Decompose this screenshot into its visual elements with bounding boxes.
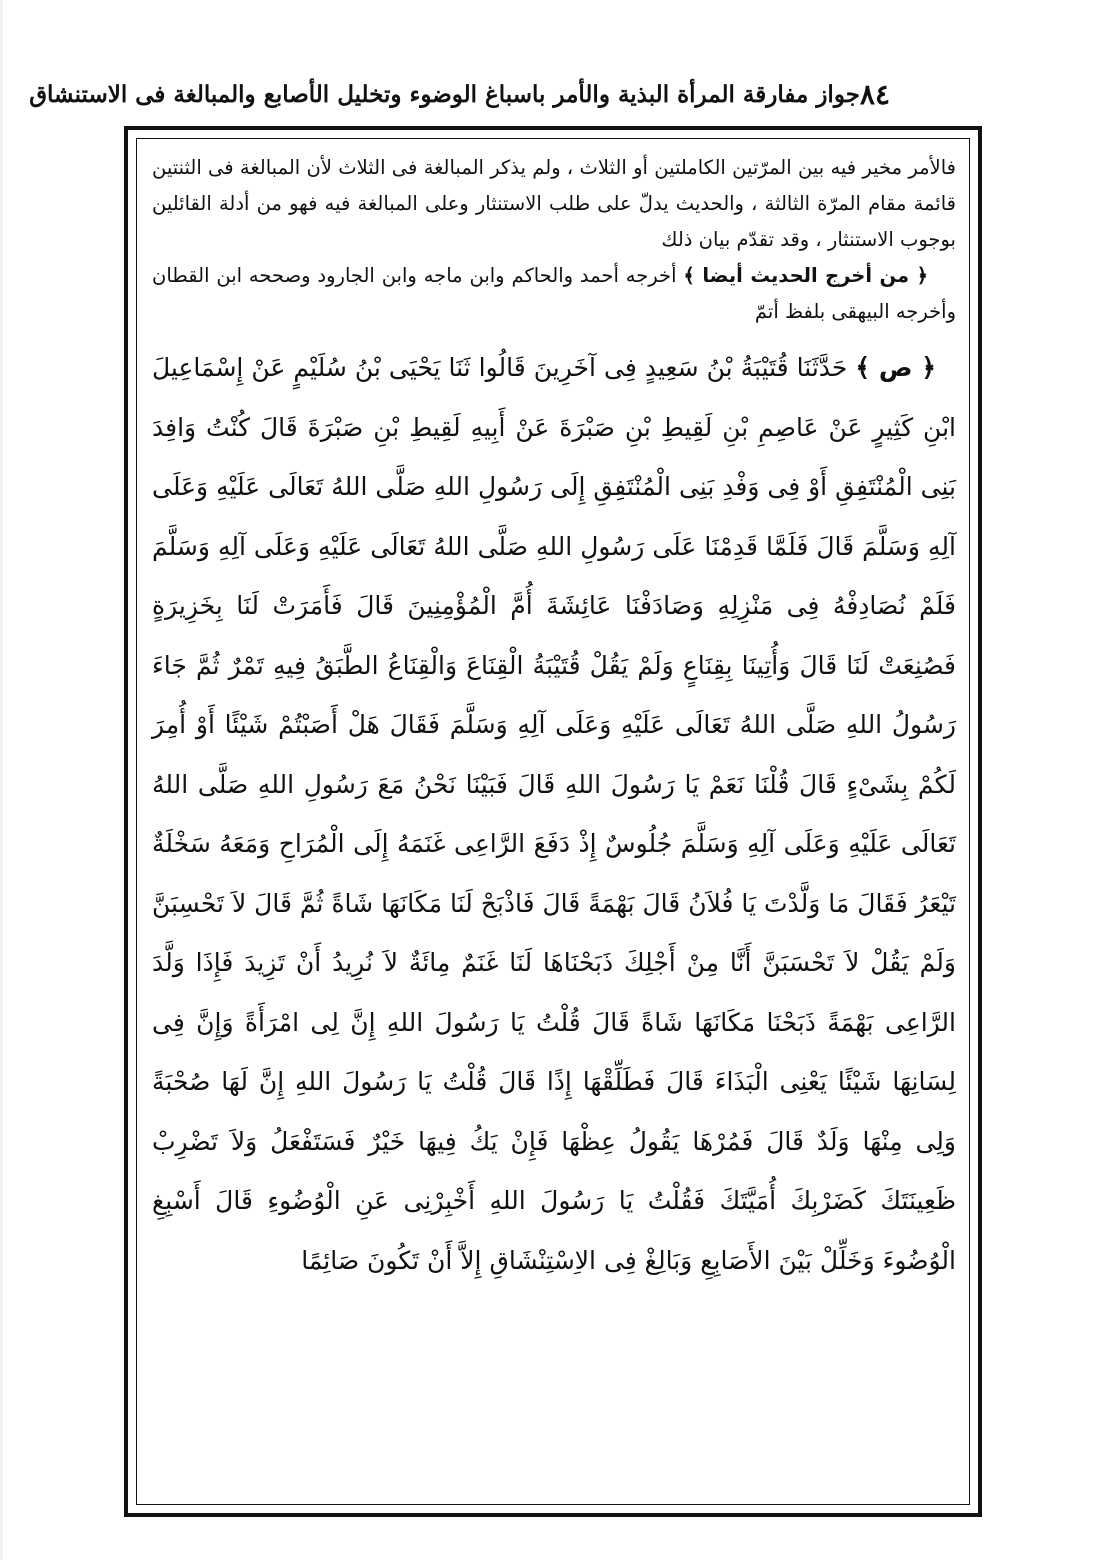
running-title: جواز مفارقة المرأة البذية والأمر باسباغ الوضوء وتخليل الأصابع والمبالغة فى الاستنشاق (29, 80, 860, 108)
commentary-sources-paragraph (152, 258, 956, 330)
page-edge (0, 0, 3, 1560)
page-number: ٨٤ (859, 77, 890, 111)
hadith-marker: ﴿ ص ﴾ (855, 353, 936, 382)
sources-text: أخرجه أحمد والحاكم وابن ماجه وابن الجارود وصححه ابن القطان وأخرجه البيهقى بلفظ أتمّ (152, 264, 956, 323)
page-header (29, 72, 890, 116)
hadith-text: حَدَّثَنَا قُتَيْبَةُ بْنُ سَعِيدٍ فِى آخَرِينَ قَالُوا ثَنَا يَحْيَى بْنُ سُلَيْمٍ عَنْ إِسْمَاعِيلَ ابْنِ كَثِيرٍ عَنْ عَاصِمِ بْنِ لَقِيطِ بْنِ صَبْرَةَ عَنْ أَبِيهِ لَقِيطِ بْنِ صَبْرَةَ قَالَ كُنْتُ وَافِدَ بَنِى الْمُنْتَفِقِ أَوْ فِى وَفْدِ بَنِى الْمُنْتَفِقِ إِلَى رَسُولِ اللهِ صَلَّى اللهُ تَعَالَى عَلَيْهِ وَعَلَى آلِهِ وَسَلَّمَ قَالَ فَلَمَّا قَدِمْنَا عَلَى رَسُولِ اللهِ صَلَّى اللهُ تَعَالَى عَلَيْهِ وَعَلَى آلِهِ وَسَلَّمَ فَلَمْ نُصَادِفْهُ فِى مَنْزِلِهِ وَصَادَفْنَا عَائِشَةَ أُمَّ الْمُؤْمِنِينَ قَالَ فَأَمَرَتْ لَنَا بِخَزِيرَةٍ فَصُنِعَتْ لَنَا قَالَ وَأُتِينَا بِقِنَاعٍ وَلَمْ يَقُلْ قُتَيْبَةُ الْقِنَاعَ وَالْقِنَاعُ الطَّبَقُ فِيهِ تَمْرٌ ثُمَّ جَاءَ رَسُولُ اللهِ صَلَّى اللهُ تَعَالَى عَلَيْهِ وَعَلَى آلِهِ وَسَلَّمَ فَقَالَ هَلْ أَصَبْتُمْ شَيْئًا أَوْ أُمِرَ لَكُمْ بِشَىْءٍ قَالَ قُلْنَا نَعَمْ يَا رَسُولَ اللهِ قَالَ فَبَيْنَا نَحْنُ مَعَ رَسُولِ اللهِ صَلَّى اللهُ تَعَالَى عَلَيْهِ وَعَلَى آلِهِ وَسَلَّمَ جُلُوسٌ إِذْ دَفَعَ الرَّاعِى غَنَمَهُ إِلَى الْمُرَاحِ وَمَعَهُ سَخْلَةٌ تَيْعَرُ فَقَالَ مَا وَلَّدْتَ يَا فُلاَنُ قَالَ بَهْمَةً قَالَ فَاذْبَحْ لَنَا مَكَانَهَا شَاةً ثُمَّ قَالَ لاَ تَحْسِبَنَّ وَلَمْ يَقُلْ لاَ تَحْسَبَنَّ أَنَّا مِنْ أَجْلِكَ ذَبَحْنَاهَا لَنَا غَنَمٌ مِائَةٌ لاَ نُرِيدُ أَنْ تَزِيدَ فَإِذَا وَلَّدَ الرَّاعِى بَهْمَةً ذَبَحْنَا مَكَانَهَا شَاةً قَالَ قُلْتُ يَا رَسُولَ اللهِ إِنَّ لِى امْرَأَةً وَإِنَّ فِى لِسَانِهَا شَيْئًا يَعْنِى الْبَذَاءَ قَالَ فَطَلِّقْهَا إِذًا قَالَ قُلْتُ يَا رَسُولَ اللهِ إِنَّ لَهَا صُحْبَةً وَلِى مِنْهَا وَلَدٌ قَالَ فَمُرْهَا يَقُولُ عِظْهَا فَإِنْ يَكُ فِيهَا خَيْرٌ فَسَتَفْعَلُ وَلاَ تَضْرِبْ ظَعِينَتَكَ كَضَرْبِكَ أُمَيَّتَكَ فَقُلْتُ يَا رَسُولَ اللهِ أَخْبِرْنِى عَنِ الْوُضُوءِ قَالَ أَسْبِغِ الْوُضُوءَ وَخَلِّلْ بَيْنَ الأَصَابِعِ وَبَالِغْ فِى الاِسْتِنْشَاقِ إِلاَّ أَنْ تَكُونَ صَائِمًا (152, 353, 956, 1275)
hadith-text-block (152, 338, 956, 1290)
page-body (152, 150, 956, 1290)
sources-heading: ﴿ من أخرج الحديث أيضا ﴾ (683, 264, 929, 287)
commentary-paragraph: فالأمر مخير فيه بين المرّتين الكاملتين أو الثلاث ، ولم يذكر المبالغة فى الثلاث لأن المبالغة فى الثنتين قائمة مقام المرّة الثالثة ، والحديث يدلّ على طلب الاستنثار وعلى المبالغة فيه فهو من أدلة القائلين بوجوب الاستنثار ، وقد تقدّم بيان ذلك (152, 156, 956, 251)
